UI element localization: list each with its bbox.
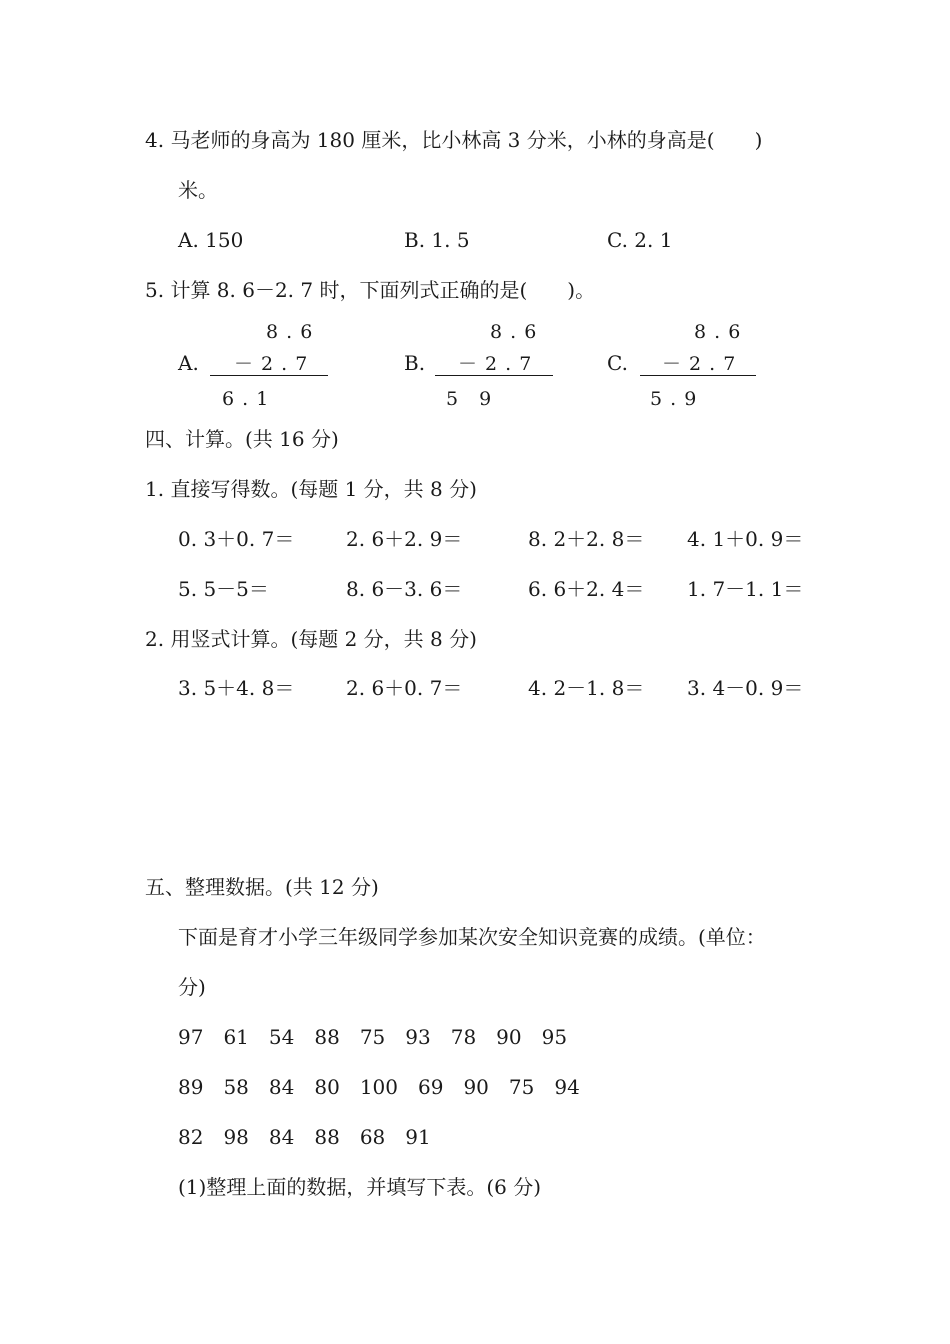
score-value: 94 (554, 1075, 580, 1099)
calc-item: 5. 5－5＝ (178, 577, 269, 601)
q4-option-b: B. 1. 5 (404, 228, 470, 252)
q4-stem: 4. 马老师的身高为 180 厘米，比小林高 3 分米，小林的身高是( ) (145, 128, 763, 152)
q4-option-a: A. 150 (178, 228, 244, 252)
score-value: 91 (405, 1125, 431, 1149)
calc-item: 6. 6＋2. 4＝ (528, 577, 645, 601)
score-value: 75 (359, 1025, 386, 1049)
q5-option-b-result: 5 9 (446, 388, 493, 410)
section4-title: 四、计算。(共 16 分) (145, 427, 339, 451)
score-value: 82 (178, 1125, 204, 1149)
q5-option-a-line (210, 375, 328, 376)
q5-option-c-label: C. (607, 351, 628, 375)
section5-title: 五、整理数据。(共 12 分) (145, 875, 379, 899)
score-value: 98 (223, 1125, 249, 1149)
section5-sub1: (1)整理上面的数据，并填写下表。(6 分) (178, 1175, 542, 1199)
scores-row-3 (178, 1124, 451, 1150)
score-value: 80 (314, 1075, 340, 1099)
score-value: 93 (405, 1025, 431, 1049)
section4-part1-title: 1. 直接写得数。(每题 1 分，共 8 分) (145, 477, 477, 501)
q5-option-a-result: 6 . 1 (222, 388, 270, 410)
vertical-calc-item: 3. 5＋4. 8＝ (178, 676, 295, 700)
q5-option-b-top: 8 . 6 (490, 321, 538, 343)
score-value: 90 (496, 1025, 522, 1049)
score-value: 75 (508, 1075, 535, 1099)
calc-item: 8. 6－3. 6＝ (346, 577, 463, 601)
q5-option-c-top: 8 . 6 (694, 321, 742, 343)
q5-option-c-line (640, 375, 756, 376)
q5-option-c-result: 5 . 9 (650, 388, 698, 410)
score-value: 89 (178, 1075, 204, 1099)
calc-item: 0. 3＋0. 7＝ (178, 527, 295, 551)
score-value: 84 (268, 1075, 295, 1099)
q5-stem: 5. 计算 8. 6－2. 7 时，下面列式正确的是( )。 (145, 278, 596, 302)
score-value: 58 (223, 1075, 249, 1099)
calc-item: 2. 6＋2. 9＝ (346, 527, 463, 551)
section4-part2-title: 2. 用竖式计算。(每题 2 分，共 8 分) (145, 627, 477, 651)
score-value: 95 (541, 1025, 568, 1049)
q5-option-b-mid: － 2 . 7 (458, 353, 533, 375)
q4-option-c: C. 2. 1 (607, 228, 673, 252)
section5-intro: 下面是育才小学三年级同学参加某次安全知识竞赛的成绩。(单位： (178, 925, 766, 949)
calc-item: 1. 7－1. 1＝ (687, 577, 804, 601)
score-value: 100 (359, 1075, 398, 1099)
q5-option-c-mid: － 2 . 7 (662, 353, 737, 375)
score-value: 61 (223, 1025, 249, 1049)
scores-row-1 (178, 1024, 587, 1050)
score-value: 97 (178, 1025, 204, 1049)
vertical-calc-item: 4. 2－1. 8＝ (528, 676, 645, 700)
score-value: 78 (450, 1025, 477, 1049)
score-value: 68 (359, 1125, 386, 1149)
q5-option-a-mid: － 2 . 7 (234, 353, 309, 375)
score-value: 54 (268, 1025, 295, 1049)
score-value: 69 (418, 1075, 444, 1099)
score-value: 84 (268, 1125, 295, 1149)
calc-item: 8. 2＋2. 8＝ (528, 527, 645, 551)
scores-row-2 (178, 1074, 600, 1100)
q4-stem-continuation: 米。 (178, 178, 218, 202)
calc-item: 4. 1＋0. 9＝ (687, 527, 804, 551)
section5-intro-continuation: 分) (178, 975, 206, 999)
vertical-calc-item: 3. 4－0. 9＝ (687, 676, 804, 700)
vertical-calc-item: 2. 6＋0. 7＝ (346, 676, 463, 700)
q5-option-a-label: A. (178, 351, 199, 375)
q5-option-b-line (435, 375, 553, 376)
q5-option-b-label: B. (404, 351, 426, 375)
q5-option-a-top: 8 . 6 (266, 321, 314, 343)
score-value: 90 (463, 1075, 489, 1099)
score-value: 88 (314, 1125, 340, 1149)
score-value: 88 (314, 1025, 340, 1049)
